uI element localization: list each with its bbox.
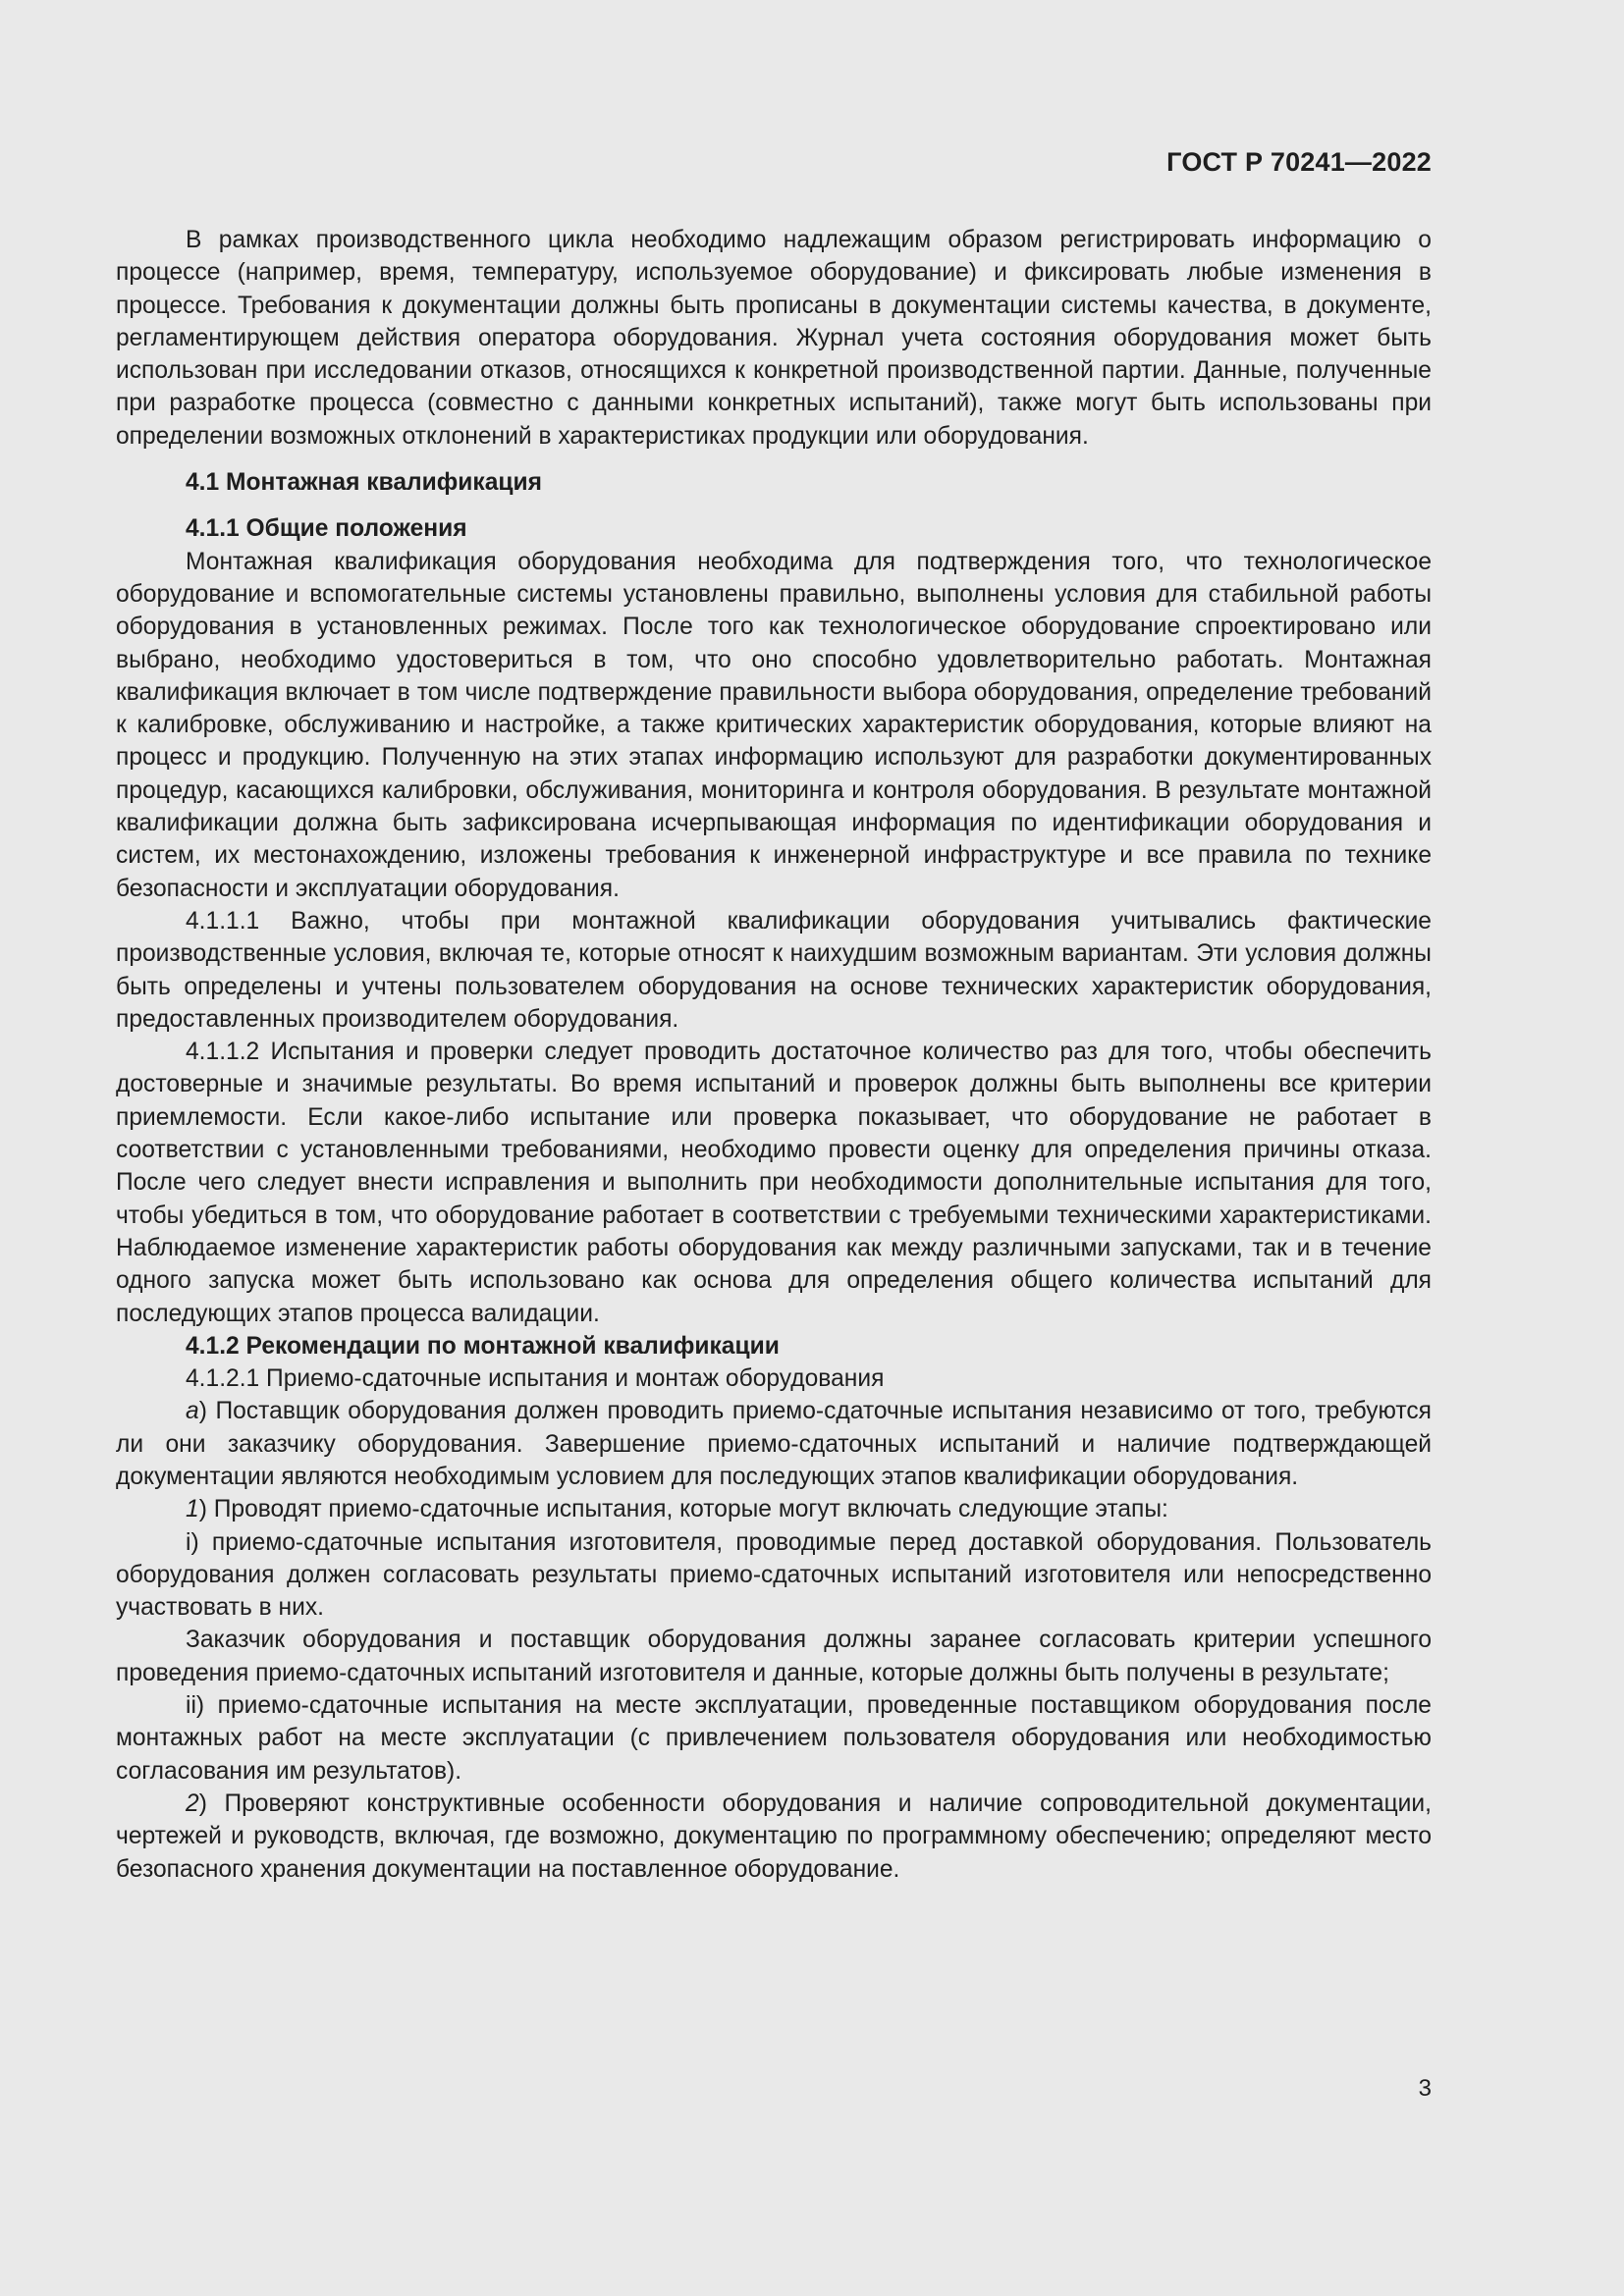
page-number: 3	[1418, 2075, 1432, 2102]
list-item-i: i) приемо-сдаточные испытания изготовителя, проводимые перед доставкой оборудования. Пользователь оборудования должен согласовать результаты приемо-сдаточных испытаний изготовителя или непосредственно участвовать в них.	[116, 1528, 1432, 1622]
paragraph-4-1-1-2: 4.1.1.2 Испытания и проверки следует проводить достаточное количество раз для того, чтобы обеспечить достоверные и значимые результаты. Во время испытаний и проверок должны быть выполнены все критерии приемлемости. Если какое-либо испытание или проверка показывает, что оборудование не работает в соответствии с установленными требованиями, необходимо провести оценку для определения причины отказа. После чего следует внести исправления и выполнить при необходимости дополнительные испытания для того, чтобы убедиться в том, что оборудование работает в соответствии с требуемыми техническими характеристиками. Наблюдаемое изменение характеристик работы оборудования как между различными запусками, так и в течение одного запуска может быть использовано как основа для определения общего количества испытаний для последующих этапов процесса валидации.	[116, 1039, 1432, 1327]
subsection-title-4-1-1: 4.1.1 Общие положения	[186, 515, 467, 543]
document-page	[116, 0, 1432, 2296]
list-item-2-text: ) Проверяют конструктивные особенности оборудования и наличие сопроводительной документации, чертежей и руководств, включая, где возможно, документацию по программному обеспечению; определяют место безопасного хранения документации на поставленное оборудование.	[116, 1789, 1432, 1883]
list-item-1-text: ) Проводят приемо-сдаточные испытания, которые могут включать следующие этапы:	[198, 1496, 1168, 1523]
subsection-title-4-1-2: 4.1.2 Рекомендации по монтажной квалификации	[186, 1332, 780, 1360]
list-marker-2: 2	[186, 1789, 199, 1817]
paragraph-4-1-1-1: 4.1.1.1 Важно, чтобы при монтажной квалификации оборудования учитывались фактические производственные условия, включая те, которые относят к наихудшим возможным вариантам. Эти условия должны быть определены и учтены пользователем оборудования на основе технических характеристик оборудования, предоставленных производителем оборудования.	[116, 907, 1432, 1033]
document-code-header: ГОСТ Р 70241—2022	[1166, 147, 1432, 177]
paragraph-4-1-2-1: 4.1.2.1 Приемо-сдаточные испытания и монтаж оборудования	[186, 1365, 885, 1393]
list-item-a	[116, 1395, 1432, 1493]
list-item-2	[116, 1788, 1432, 1886]
list-item-i-note: Заказчик оборудования и поставщик оборудования должны заранее согласовать критерии успешного проведения приемо-сдаточных испытаний изготовителя и данные, которые должны быть получены в результате;	[116, 1627, 1432, 1686]
list-item-ii: ii) приемо-сдаточные испытания на месте эксплуатации, проведенные поставщиком оборудования после монтажных работ на месте эксплуатации (с привлечением пользователя оборудования или необходимостью согласования им результатов).	[116, 1692, 1432, 1785]
list-marker-a: а	[186, 1398, 199, 1425]
paragraph-4-1-1: Монтажная квалификация оборудования необходима для подтверждения того, что технологическое оборудование и вспомогательные системы установлены правильно, выполнены условия для стабильной работы оборудования в установленных режимах. После того как технологическое оборудование спроектировано или выбрано, необходимо удостовериться в том, что оно способно удовлетворительно работать. Монтажная квалификация включает в том числе подтверждение правильности выбора оборудования, определение требований к калибровке, обслуживанию и настройке, а также критических характеристик оборудования, которые влияют на процесс и продукцию. Полученную на этих этапах информацию используют для разработки документированных процедур, касающихся калибровки, обслуживания, мониторинга и контроля оборудования. В результате монтажной квалификации должна быть зафиксирована исчерпывающая информация по идентификации оборудования и систем, их местонахождению, изложены требования к инженерной инфраструктуре и все правила по технике безопасности и эксплуатации оборудования.	[116, 548, 1432, 902]
list-marker-1: 1	[186, 1496, 199, 1523]
document-body	[116, 224, 1432, 1886]
list-item-1	[116, 1493, 1432, 1525]
list-item-a-text: ) Поставщик оборудования должен проводить приемо-сдаточные испытания независимо от того, требуются ли они заказчику оборудования. Завершение приемо-сдаточных испытаний и наличие подтверждающей документации являются необходимым условием для последующих этапов квалификации оборудования.	[116, 1398, 1432, 1490]
intro-paragraph: В рамках производственного цикла необходимо надлежащим образом регистрировать информацию о процессе (например, время, температуру, используемое оборудование) и фиксировать любые изменения в процессе. Требования к документации должны быть прописаны в документации системы качества, в документе, регламентирующем действия оператора оборудования. Журнал учета состояния оборудования может быть использован при исследовании отказов, относящихся к конкретной производственной партии. Данные, полученные при разработке процесса (совместно с данными конкретных испытаний), также могут быть использованы при определении возможных отклонений в характеристиках продукции или оборудования.	[116, 227, 1432, 450]
section-title-4-1: 4.1 Монтажная квалификация	[186, 469, 542, 497]
